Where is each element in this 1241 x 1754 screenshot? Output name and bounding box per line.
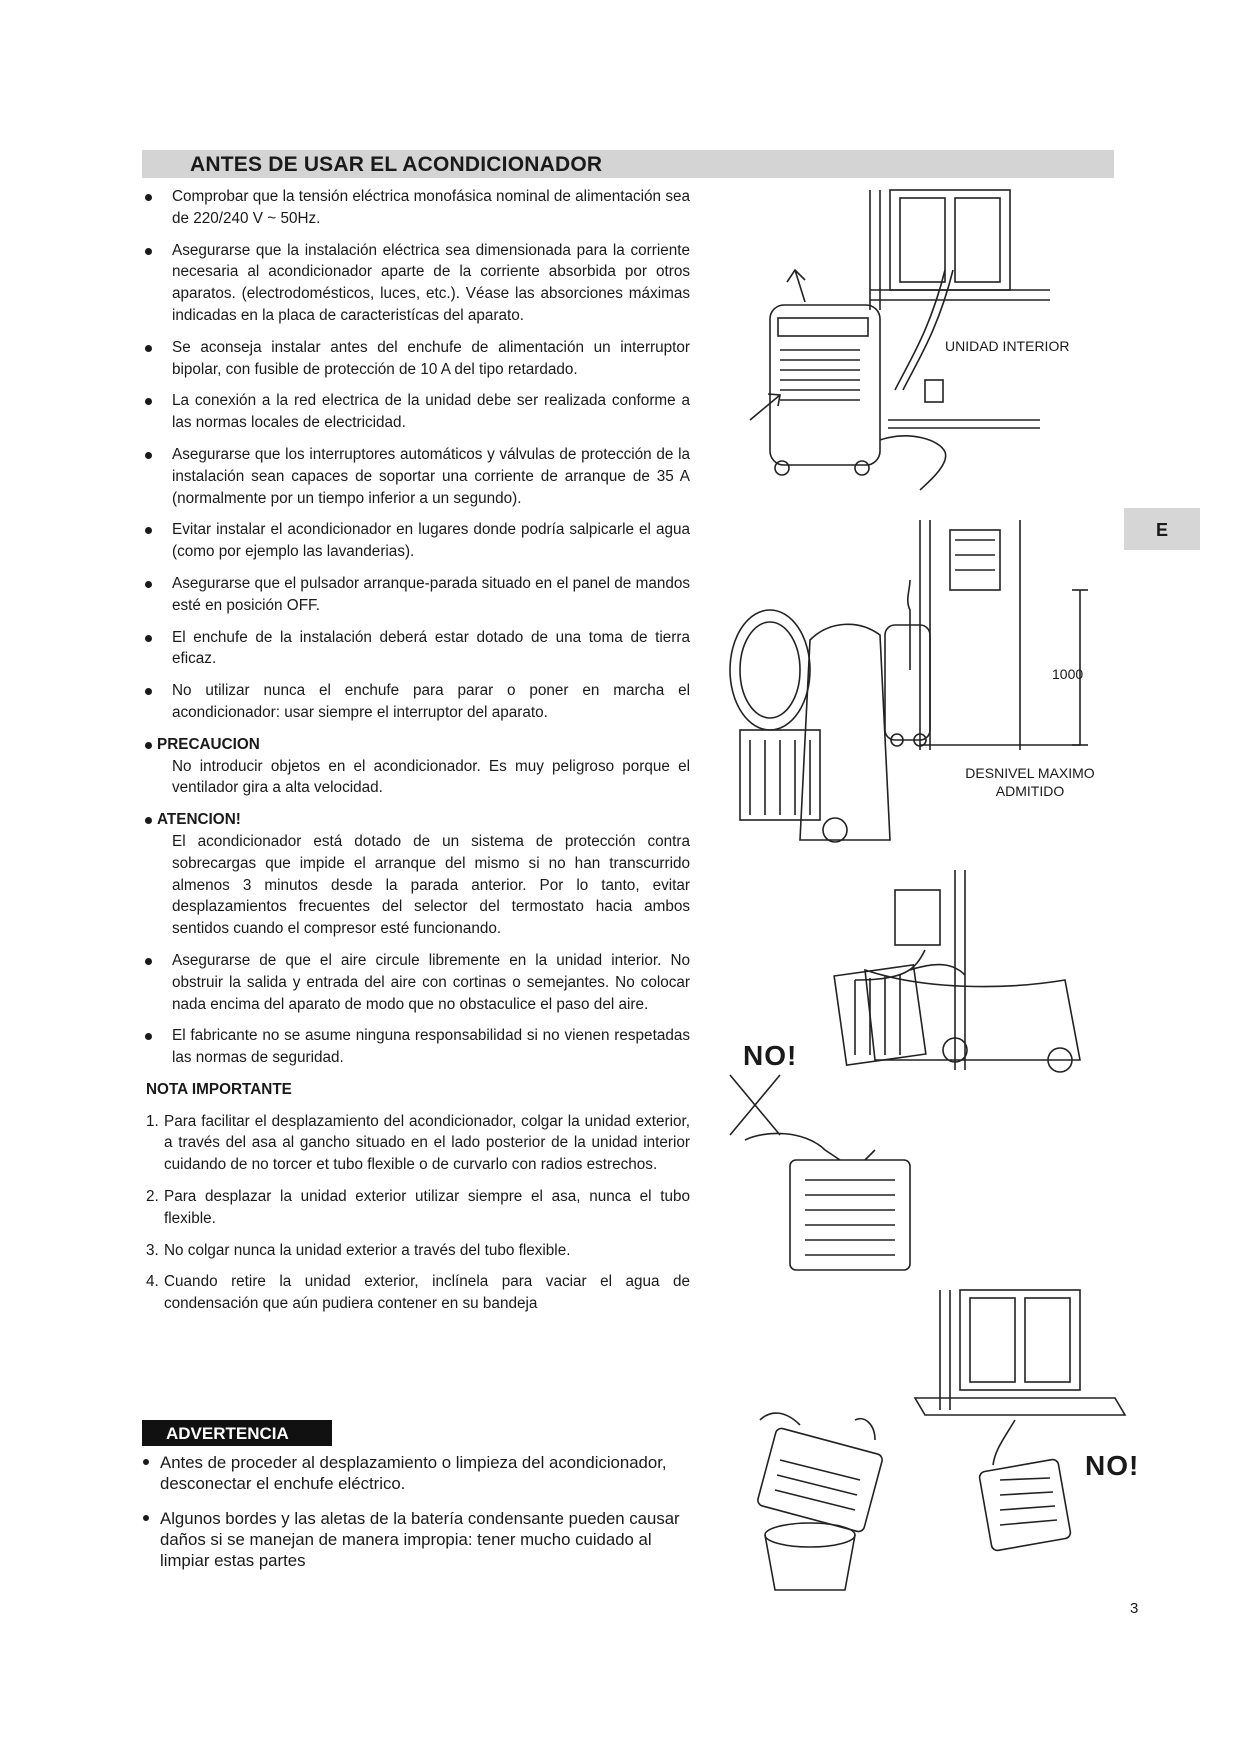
carrying-unit-illustration — [725, 870, 1105, 1290]
nota-importante-heading: NOTA IMPORTANTE — [146, 1080, 292, 1098]
outdoor-unit-illustration — [710, 520, 1100, 860]
numbered-item: 3. No colgar nunca la unidad exterior a través del tubo flexible. — [146, 1241, 571, 1259]
instructions-column — [142, 186, 690, 1325]
draining-unit-illustration — [745, 1290, 1125, 1590]
list-item: Algunos bordes y las aletas de la batería condensante pueden causar daños si se manejan de manera impropia: tener mucho cuidado al limpiar estas partes — [160, 1509, 680, 1570]
list-item: Asegurarse de que el aire circule libremente en la unidad interior. No obstruir la salida y entrada del aire con cortinas o semejantes. No colocar nada encima del aparato de modo que no obstaculice el paso del aire. — [172, 951, 690, 1013]
advertencia-label: ADVERTENCIA — [142, 1420, 332, 1446]
numbered-item: 1. Para facilitar el desplazamiento del acondicionador, colgar la unidad exterior, a través del asa al gancho situado en el lado posterior de la unidad interior cuidando de no torcer et tubo flexible o de curvarlo con radios estrechos. — [146, 1112, 690, 1174]
list-item: Se aconseja instalar antes del enchufe de alimentación un interruptor bipolar, con fusible de protección de 10 A del tipo retardado. — [172, 338, 690, 378]
desnivel-label-line2: ADMITIDO — [995, 783, 1065, 799]
list-item: Evitar instalar el acondicionador en lugares donde podría salpicarle el agua (como por ejemplo las lavanderias). — [172, 521, 690, 561]
desnivel-label-line1: DESNIVEL MAXIMO — [965, 765, 1095, 781]
atencion-item: ATENCION! El acondicionador está dotado de un sistema de protección contra sobrecargas que impide el arranque del mismo si no han transcurrido almenos 3 minutos desde la parada anterior. Por lo tanto, evitar desplazamientos frecuentes del selector del termostato hacia ambos sentidos cuando el compresor esté funcionando. — [157, 811, 690, 938]
page-title: ANTES DE USAR EL ACONDICIONADOR — [190, 153, 603, 176]
list-item: Asegurarse que los interruptores automáticos y válvulas de protección de la instalación sean capaces de soportar una corriente de arranque de 35 A (normalmente por un tiempo inferior a un segundo). — [172, 445, 690, 507]
precaucion-item: PRECAUCION No introducir objetos en el acondicionador. Es muy peligroso porque el ventilador gira a alta velocidad. — [157, 735, 690, 797]
list-item: Asegurarse que el pulsador arranque-parada situado en el panel de mandos esté en posición OFF. — [172, 574, 690, 614]
page-number: 3 — [1130, 1600, 1139, 1617]
list-item: La conexión a la red electrica de la unidad debe ser realizada conforme a las normas locales de electricidad. — [172, 392, 690, 432]
atencion-heading: ATENCION! — [157, 811, 241, 829]
advertencia-section — [142, 1452, 702, 1585]
list-item: Asegurarse que la instalación eléctrica sea dimensionada para la corriente necesaria al acondicionador aparte de la corriente absorbida por otros aparatos. (electrodomésticos, luces, etc.). Véase las absorciones máximas indicadas en la placa de caracteristícas del aparato. — [172, 241, 690, 324]
list-item: Antes de proceder al desplazamiento o limpieza del acondicionador, desconectar el enchufe eléctrico. — [160, 1453, 667, 1493]
list-item: Comprobar que la tensión eléctrica monofásica nominal de alimentación sea de 220/240 V ~ 50Hz. — [172, 188, 690, 227]
language-tab: E — [1124, 508, 1200, 550]
precaucion-heading: PRECAUCION — [157, 735, 260, 753]
list-item: El enchufe de la instalación deberá estar dotado de una toma de tierra eficaz. — [172, 628, 690, 668]
numbered-item: 4. Cuando retire la unidad exterior, inclínela para vaciar el agua de condensación que aún pudiera contener en su bandeja — [146, 1273, 690, 1313]
numbered-item: 2. Para desplazar la unidad exterior utilizar siempre el asa, nunca el tubo flexible. — [146, 1188, 690, 1227]
no-warning-label: NO! — [743, 1040, 798, 1071]
list-item: No utilizar nunca el enchufe para parar o poner en marcha el acondicionador: usar siempre el interruptor del aparato. — [172, 682, 690, 721]
no-warning-label: NO! — [1085, 1450, 1140, 1481]
unidad-interior-label: UNIDAD INTERIOR — [945, 338, 1070, 354]
list-item: El fabricante no se asume ninguna responsabilidad si no vienen respetadas las normas de seguridad. — [172, 1027, 690, 1067]
dimension-label: 1000 — [1052, 666, 1084, 682]
